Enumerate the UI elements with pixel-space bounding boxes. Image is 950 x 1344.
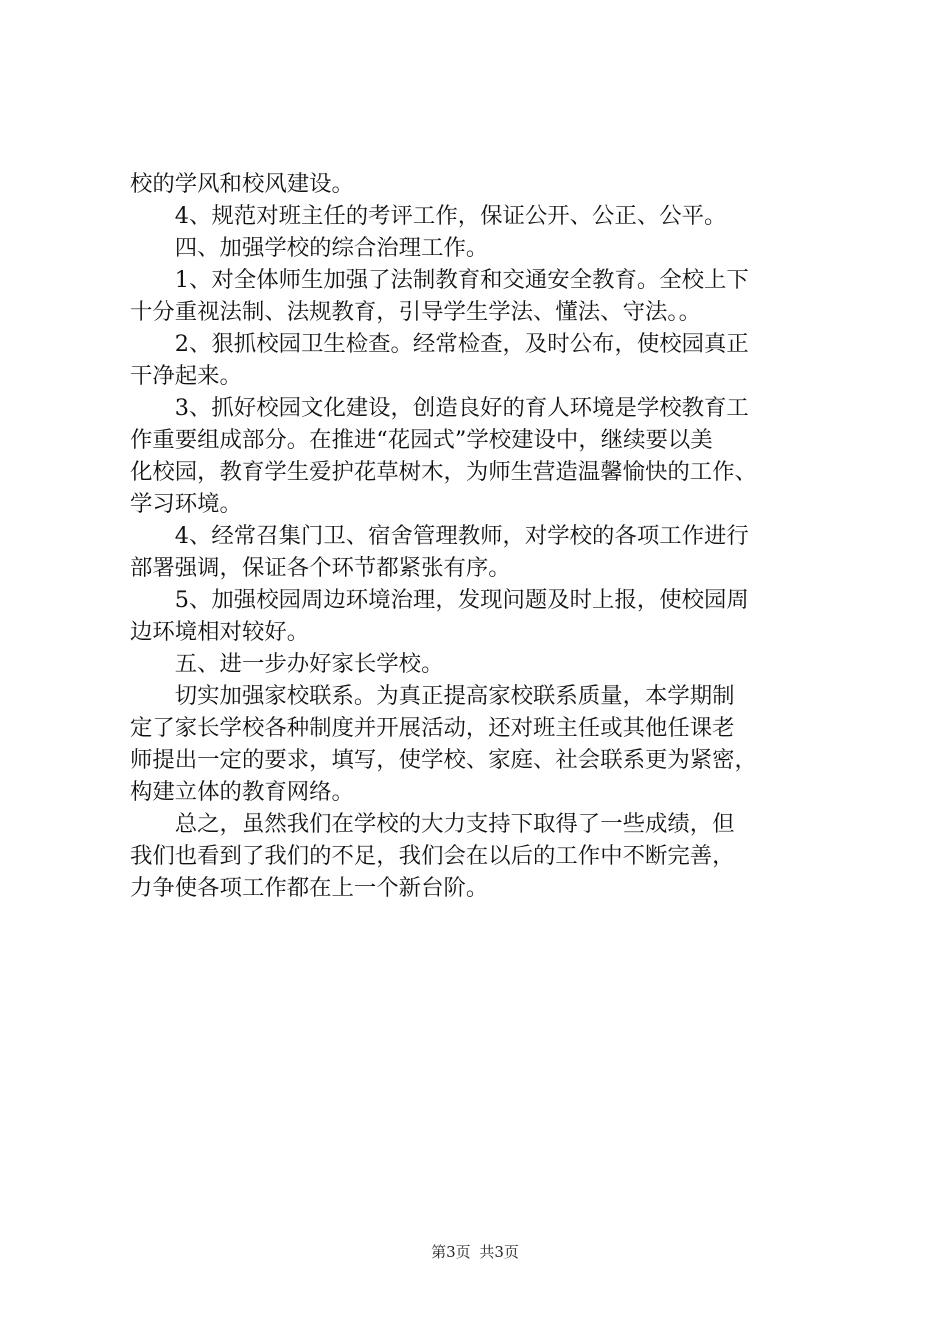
text-line: 5、加强校园周边环境治理，发现问题及时上报，使校园周 bbox=[130, 587, 749, 613]
text-line: 学习环境。 bbox=[130, 491, 242, 517]
text-line: 4、规范对班主任的考评工作，保证公开、公正、公平。 bbox=[130, 203, 727, 229]
document-body bbox=[130, 168, 850, 904]
text-line: 切实加强家校联系。为真正提高家校联系质量，本学期制 bbox=[130, 683, 735, 709]
page-footer bbox=[0, 1242, 950, 1262]
text-line: 力争使各项工作都在上一个新台阶。 bbox=[130, 875, 489, 901]
text-line: 部署强调，保证各个环节都紧张有序。 bbox=[130, 555, 511, 581]
text-line: 师提出一定的要求，填写，使学校、家庭、社会联系更为紧密， bbox=[130, 747, 757, 773]
text-line: 校的学风和校风建设。 bbox=[130, 171, 354, 197]
text-line: 3、抓好校园文化建设，创造良好的育人环境是学校教育工 bbox=[130, 395, 749, 421]
text-line: 边环境相对较好。 bbox=[130, 619, 310, 645]
text-line: 四、加强学校的综合治理工作。 bbox=[130, 235, 489, 261]
text-line: 我们也看到了我们的不足，我们会在以后的工作中不断完善， bbox=[130, 843, 735, 869]
page-number: 第3页 bbox=[431, 1243, 471, 1261]
text-line: 定了家长学校各种制度并开展活动，还对班主任或其他任课老 bbox=[130, 715, 735, 741]
page-total: 共3页 bbox=[479, 1243, 519, 1261]
text-line: 十分重视法制、法规教育，引导学生学法、懂法、守法。。 bbox=[130, 299, 701, 325]
text-line: 4、经常召集门卫、宿舍管理教师，对学校的各项工作进行 bbox=[130, 523, 749, 549]
text-line: 化校园，教育学生爱护花草树木，为师生营造温馨愉快的工作、 bbox=[130, 459, 757, 485]
text-line: 总之，虽然我们在学校的大力支持下取得了一些成绩，但 bbox=[130, 811, 735, 837]
text-line: 五、进一步办好家长学校。 bbox=[130, 651, 444, 677]
text-line: 2、狠抓校园卫生检查。经常检查，及时公布，使校园真正 bbox=[130, 331, 749, 357]
text-line: 干净起来。 bbox=[130, 363, 242, 389]
text-line: 作重要组成部分。在推进“花园式”学校建设中，继续要以美 bbox=[130, 427, 713, 453]
text-line: 构建立体的教育网络。 bbox=[130, 779, 354, 805]
text-line: 1、对全体师生加强了法制教育和交通安全教育。全校上下 bbox=[130, 267, 749, 293]
